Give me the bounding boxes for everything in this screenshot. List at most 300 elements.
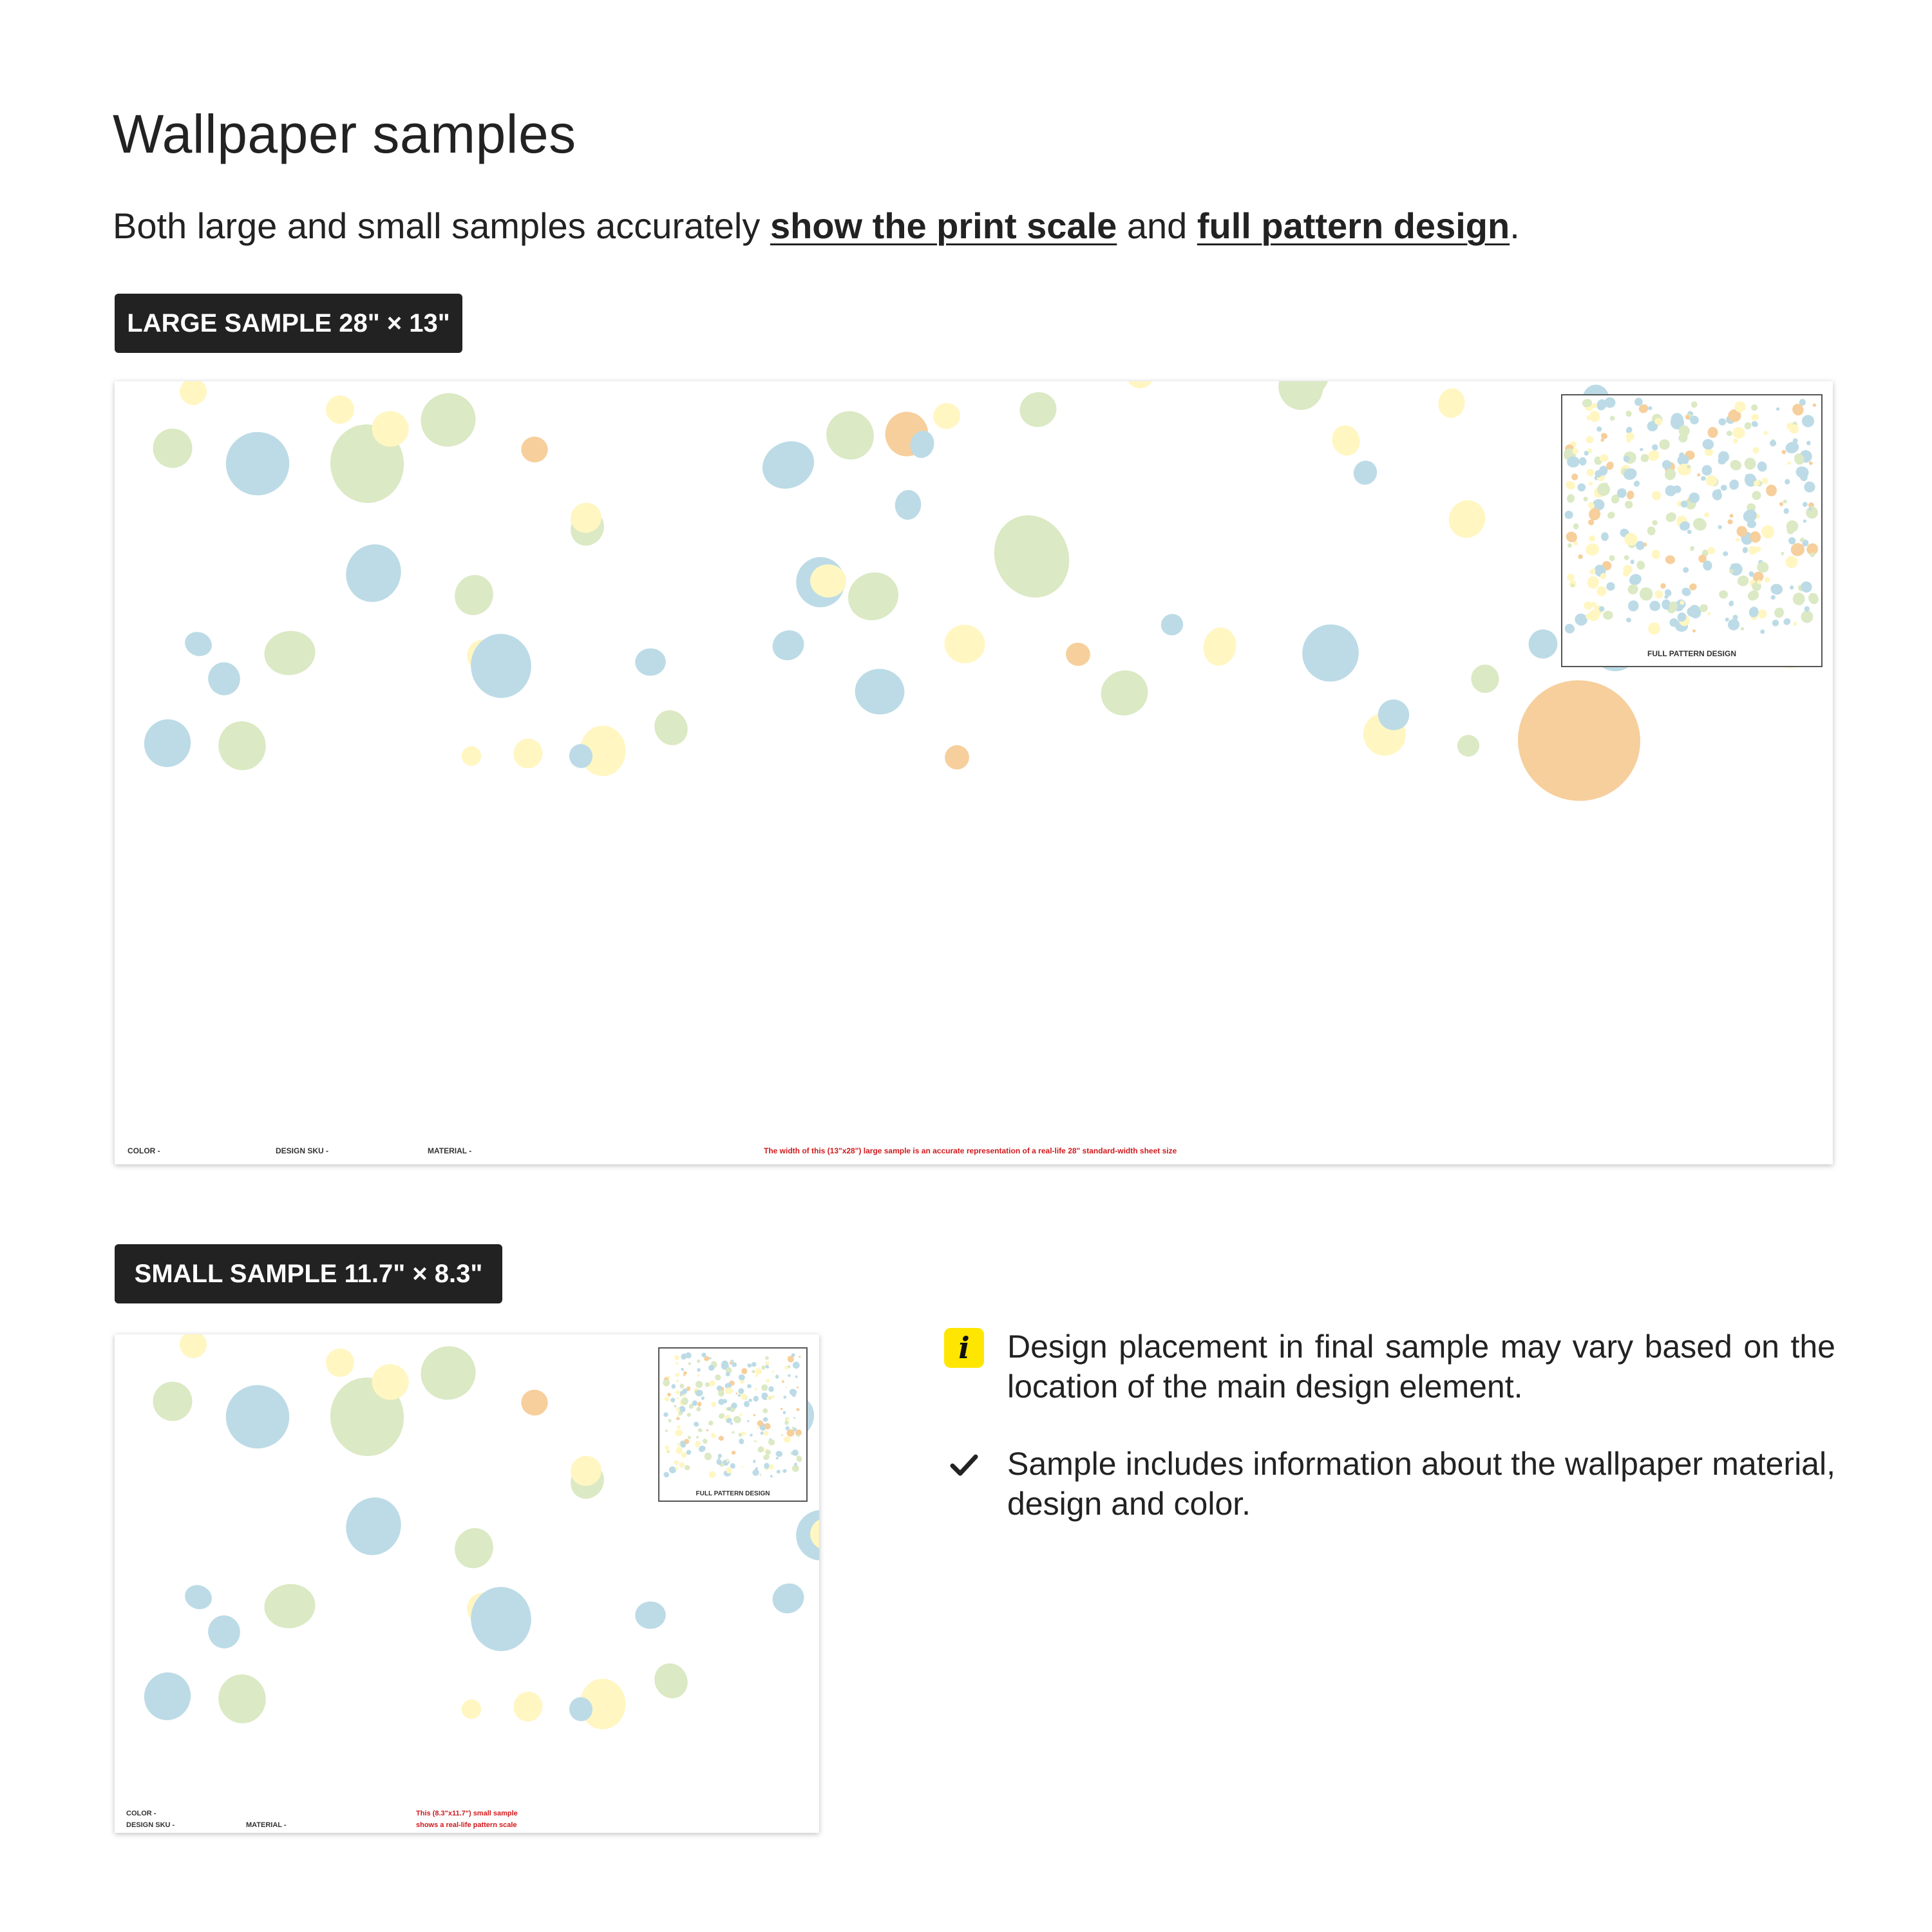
pattern-dot: [784, 1386, 787, 1388]
show-print-scale-link[interactable]: show the print scale: [770, 205, 1117, 246]
pattern-dot: [708, 1379, 716, 1388]
pattern-dot: [1806, 440, 1811, 445]
pattern-dot: [1625, 410, 1632, 418]
pattern-dot: [768, 1578, 810, 1618]
pattern-dot: [1728, 478, 1740, 491]
pattern-dot: [649, 1658, 694, 1705]
pattern-dot: [667, 1393, 671, 1397]
pattern-dot: [1707, 426, 1718, 438]
pattern-dot: [1665, 554, 1676, 565]
pattern-dot: [1799, 580, 1814, 594]
pattern-dot: [931, 400, 963, 431]
pattern-dot: [696, 1367, 701, 1372]
pattern-dot: [138, 713, 197, 773]
pattern-dot: [1781, 552, 1784, 556]
pattern-dot: [1766, 485, 1777, 497]
pattern-dot: [741, 1368, 748, 1374]
pattern-dot: [413, 1338, 484, 1408]
pattern-dot: [1587, 576, 1600, 590]
pattern-dot: [717, 1412, 725, 1420]
pattern-dot: [681, 1368, 684, 1371]
pattern-dot: [772, 1370, 775, 1373]
pattern-dot: [714, 1374, 722, 1381]
pattern-dot: [1605, 581, 1616, 592]
pattern-dot: [766, 1378, 770, 1382]
pattern-dot: [138, 1666, 197, 1727]
pattern-dot: [693, 1421, 699, 1427]
pattern-dot: [675, 1372, 680, 1378]
pattern-dot: [1277, 381, 1324, 411]
pattern-dot: [459, 1697, 483, 1721]
pattern-dot: [1658, 438, 1671, 451]
pattern-dot: [520, 435, 549, 464]
pattern-dot: [218, 1377, 298, 1457]
pattern-dot: [757, 1446, 764, 1454]
pattern-dot: [942, 743, 972, 773]
pattern-dot: [769, 1464, 774, 1470]
pattern-dot: [1801, 611, 1813, 623]
pattern-dot: [182, 628, 216, 659]
pattern-dot: [1583, 497, 1588, 502]
info-note-placement: [944, 1327, 1835, 1406]
pattern-dot: [1781, 450, 1786, 454]
pattern-dot: [649, 705, 694, 752]
pattern-dot: [1758, 609, 1767, 619]
pattern-dot: [1636, 541, 1645, 551]
pattern-dot: [1200, 625, 1240, 669]
pattern-dot: [697, 1428, 703, 1433]
pattern-dot: [760, 1431, 764, 1435]
pattern-dot: [747, 1420, 750, 1423]
pattern-dot: [1784, 478, 1790, 485]
pattern-dot: [775, 1457, 779, 1460]
pattern-dot: [757, 1426, 759, 1429]
pattern-dot: [1744, 457, 1756, 469]
pattern-dot: [710, 1432, 716, 1439]
pattern-dot: [696, 1381, 703, 1388]
pattern-dot: [1743, 421, 1752, 430]
pattern-dot: [1664, 511, 1678, 524]
pattern-dot: [1626, 490, 1635, 500]
pattern-dot: [1718, 417, 1727, 426]
pattern-dot: [687, 1435, 691, 1440]
pattern-dot: [1732, 426, 1746, 440]
large-footer-material: MATERIAL -: [428, 1146, 472, 1155]
pattern-dot: [732, 1430, 735, 1434]
pattern-dot: [1294, 616, 1367, 690]
pattern-dot: [1567, 543, 1573, 549]
check-icon: [944, 1445, 984, 1485]
info-note-text: Sample includes information about the wallpaper material, design and color.: [1007, 1446, 1835, 1522]
pattern-dot: [1741, 507, 1759, 525]
pattern-dot: [1064, 641, 1092, 668]
pattern-dot: [149, 424, 196, 471]
pattern-dot: [818, 402, 883, 468]
pattern-dot: [1802, 501, 1808, 507]
pattern-dot: [752, 1395, 759, 1402]
pattern-dot: [1779, 502, 1783, 507]
pattern-dot: [1579, 457, 1587, 466]
pattern-dot: [795, 1376, 798, 1378]
pattern-dot: [1564, 479, 1577, 491]
pattern-dot: [205, 1613, 243, 1651]
pattern-dot: [1756, 460, 1768, 473]
pattern-dot: [1751, 490, 1761, 500]
pattern-dot: [676, 1362, 679, 1365]
pattern-dot: [764, 1361, 770, 1366]
pattern-dot: [1586, 468, 1595, 477]
page-subtitle: [113, 205, 1520, 247]
pattern-dot: [1794, 465, 1810, 480]
pattern-dot: [1596, 426, 1602, 431]
pattern-dot: [1577, 483, 1586, 492]
small-footer-material: MATERIAL -: [246, 1821, 287, 1829]
pattern-dot: [1793, 622, 1797, 626]
pattern-dot: [1750, 413, 1760, 421]
pattern-dot: [1651, 444, 1658, 451]
pattern-dot: [775, 1374, 779, 1379]
pattern-dot: [322, 1345, 358, 1381]
pattern-dot: [1700, 476, 1706, 482]
pattern-dot: [1443, 494, 1492, 544]
pattern-dot: [1328, 421, 1364, 459]
pattern-dot: [703, 1452, 713, 1461]
pattern-dot: [1573, 523, 1578, 529]
pattern-dot: [1589, 482, 1593, 486]
pattern-dot: [730, 1423, 733, 1425]
pattern-dot: [702, 1438, 708, 1444]
pattern-dot: [676, 1379, 679, 1383]
pattern-dot: [1603, 611, 1613, 620]
pattern-dot: [718, 1435, 724, 1441]
pattern-dot: [1566, 493, 1575, 504]
pattern-dot: [214, 1670, 270, 1728]
pattern-dot: [1651, 489, 1663, 502]
pattern-dot: [1727, 519, 1733, 525]
large-footer-color: COLOR -: [128, 1146, 160, 1155]
small-footer-design-sku: DESIGN SKU -: [126, 1821, 175, 1829]
pattern-dot: [520, 1388, 549, 1417]
pattern-dot: [1728, 600, 1734, 607]
pattern-dot: [510, 1688, 546, 1725]
pattern-dot: [1682, 567, 1689, 574]
pattern-dot: [782, 1380, 784, 1383]
pattern-dot: [1122, 381, 1157, 392]
pattern-dot: [1726, 430, 1732, 437]
pattern-dot: [782, 1410, 786, 1414]
pattern-dot: [748, 1399, 752, 1402]
pattern-dot: [1630, 560, 1634, 564]
subtitle-text-end: .: [1510, 205, 1520, 246]
pattern-dot: [738, 1374, 745, 1381]
full-pattern-thumbnail: [1562, 395, 1821, 640]
pattern-dot: [671, 1384, 676, 1389]
pattern-dot: [448, 569, 500, 621]
pattern-dot: [1806, 591, 1820, 606]
pattern-dot: [1436, 386, 1467, 420]
pattern-dot: [1608, 554, 1615, 562]
pattern-dot: [1782, 617, 1792, 626]
pattern-dot: [1750, 404, 1758, 412]
pattern-dot: [1625, 617, 1632, 623]
pattern-dot: [754, 1388, 757, 1391]
pattern-dot: [1689, 545, 1695, 552]
pattern-dot: [1647, 526, 1656, 536]
pattern-dot: [677, 1397, 679, 1399]
pattern-dot: [1566, 573, 1575, 582]
pattern-dot: [261, 628, 318, 679]
pattern-dot: [791, 1448, 799, 1457]
pattern-dot: [710, 1401, 717, 1408]
pattern-dot: [510, 735, 546, 772]
pattern-dot: [731, 1450, 736, 1455]
pattern-dot: [1808, 461, 1813, 466]
pattern-dot: [1764, 576, 1771, 583]
pattern-dot: [752, 1459, 756, 1463]
small-sample-preview: [115, 1334, 819, 1833]
pattern-dot: [759, 1473, 762, 1475]
pattern-dot: [776, 1470, 781, 1473]
pattern-dot: [799, 1356, 801, 1358]
pattern-dot: [1804, 505, 1820, 520]
pattern-dot: [1504, 666, 1654, 815]
small-footer-note-line2: shows a real-life pattern scale: [416, 1821, 517, 1829]
pattern-dot: [1803, 480, 1817, 493]
pattern-dot: [1692, 629, 1696, 633]
subtitle-text-middle: and: [1117, 205, 1197, 246]
pattern-dot: [205, 659, 243, 697]
pattern-dot: [1601, 532, 1609, 541]
pattern-dot: [182, 1581, 216, 1613]
pattern-dot: [1651, 549, 1661, 560]
pattern-dot: [1769, 439, 1777, 447]
pattern-dot: [1732, 438, 1738, 444]
pattern-dot: [1729, 513, 1734, 518]
small-inset-label: FULL PATTERN DESIGN: [696, 1490, 770, 1497]
pattern-dot: [793, 1417, 795, 1419]
pattern-dot: [1654, 589, 1665, 600]
pattern-dot: [1564, 510, 1574, 520]
pattern-dot: [750, 1434, 753, 1437]
pattern-dot: [668, 1466, 677, 1475]
pattern-dot: [679, 1462, 685, 1468]
pattern-dot: [1158, 611, 1186, 638]
pattern-dot: [670, 1397, 676, 1403]
pattern-dot: [753, 1414, 755, 1416]
pattern-dot: [796, 1408, 800, 1412]
pattern-dot: [688, 1361, 692, 1365]
pattern-dot: [1016, 388, 1061, 431]
pattern-dot: [764, 1364, 770, 1368]
page-title: Wallpaper samples: [113, 104, 576, 164]
pattern-dot: [214, 717, 270, 775]
pattern-dot: [1647, 406, 1653, 411]
pattern-dot: [1736, 538, 1739, 542]
pattern-dot: [755, 1367, 763, 1375]
pattern-dot: [1790, 585, 1794, 590]
pattern-dot: [1589, 535, 1596, 542]
pattern-dot: [797, 1386, 799, 1388]
pattern-dot: [762, 1430, 770, 1437]
pattern-dot: [1687, 603, 1703, 620]
pattern-dot: [634, 648, 666, 676]
pattern-dot: [1812, 403, 1816, 407]
pattern-dot: [754, 433, 822, 498]
pattern-dot: [1792, 592, 1806, 605]
pattern-dot: [337, 1489, 410, 1564]
pattern-dot: [177, 1334, 209, 1361]
pattern-dot: [413, 385, 484, 455]
pattern-dot: [709, 1357, 712, 1359]
pattern-dot: [788, 1388, 797, 1396]
pattern-dot: [1783, 500, 1787, 504]
pattern-dot: [840, 564, 907, 629]
pattern-dot: [1563, 622, 1577, 635]
pattern-dot: [756, 1441, 758, 1443]
pattern-dot: [1690, 401, 1698, 408]
pattern-dot: [1784, 554, 1800, 570]
pattern-dot: [1719, 590, 1728, 599]
pattern-dot: [697, 1401, 702, 1407]
pattern-dot: [783, 1396, 787, 1399]
info-note-contents: [944, 1444, 1835, 1524]
pattern-dot: [1696, 473, 1700, 477]
pattern-dot: [665, 1445, 670, 1450]
pattern-dot: [697, 1374, 700, 1377]
pattern-dot: [788, 1374, 791, 1377]
pattern-dot: [763, 1463, 770, 1470]
info-icon: i: [944, 1328, 984, 1368]
pattern-dot: [149, 1378, 196, 1425]
pattern-dot: [1761, 477, 1769, 485]
pattern-dot: [1783, 507, 1790, 515]
pattern-dot: [747, 1363, 752, 1368]
pattern-dot: [1725, 617, 1730, 622]
small-footer-note-line1: This (8.3"x11.7") small sample: [416, 1810, 518, 1817]
pattern-dot: [761, 1365, 766, 1370]
pattern-dot: [1635, 560, 1646, 571]
pattern-dot: [674, 1405, 676, 1407]
pattern-dot: [687, 1412, 692, 1417]
full-pattern-design-link[interactable]: full pattern design: [1197, 205, 1510, 246]
pattern-dot: [1701, 439, 1714, 451]
pattern-dot: [1660, 583, 1666, 589]
pattern-dot: [708, 1470, 717, 1479]
pattern-dot: [261, 1581, 318, 1632]
pattern-dot: [1588, 520, 1594, 526]
pattern-dot: [738, 1438, 744, 1444]
pattern-dot: [696, 1406, 701, 1412]
pattern-dot: [322, 392, 358, 428]
pattern-dot: [781, 1434, 783, 1436]
info-note-text: Design placement in final sample may vary based on the location of the main design element.: [1007, 1329, 1835, 1405]
pattern-dot: [459, 744, 483, 768]
pattern-dot: [1687, 529, 1692, 534]
pattern-dot: [791, 1361, 801, 1370]
pattern-dot: [781, 1408, 783, 1410]
pattern-dot: [1646, 448, 1661, 462]
pattern-dot: [1640, 448, 1643, 451]
pattern-dot: [751, 1361, 757, 1367]
pattern-dot: [1094, 663, 1154, 722]
pattern-dot: [768, 1385, 775, 1392]
pattern-dot: [1773, 606, 1785, 619]
full-pattern-thumbnail: [659, 1349, 806, 1484]
pattern-dot: [1763, 430, 1768, 436]
pattern-dot: [1784, 440, 1801, 455]
pattern-dot: [1787, 461, 1792, 466]
pattern-dot: [1750, 420, 1759, 428]
pattern-dot: [1704, 512, 1710, 518]
pattern-dot: [685, 1465, 690, 1470]
pattern-dot: [1652, 520, 1658, 526]
pattern-dot: [1721, 485, 1727, 491]
pattern-dot: [747, 1384, 752, 1388]
pattern-dot: [663, 1471, 670, 1479]
pattern-dot: [739, 1413, 743, 1416]
pattern-dot: [676, 1390, 681, 1394]
pattern-dot: [942, 622, 988, 666]
pattern-dot: [706, 1429, 709, 1432]
pattern-dot: [1772, 620, 1779, 627]
large-full-pattern-inset: [1561, 394, 1823, 667]
small-full-pattern-inset: [658, 1347, 808, 1502]
pattern-dot: [679, 1383, 685, 1388]
pattern-dot: [795, 1455, 803, 1463]
pattern-dot: [663, 1396, 670, 1402]
pattern-dot: [1638, 585, 1655, 603]
large-footer-design-sku: DESIGN SKU -: [276, 1146, 329, 1155]
pattern-dot: [676, 1417, 679, 1420]
pattern-dot: [1647, 621, 1662, 636]
pattern-dot: [1469, 663, 1501, 695]
pattern-dot: [893, 489, 922, 521]
pattern-dot: [1740, 627, 1745, 630]
pattern-dot: [665, 1429, 668, 1432]
pattern-dot: [1571, 473, 1578, 480]
pattern-dot: [674, 1460, 679, 1465]
pattern-dot: [1589, 410, 1600, 422]
pattern-dot: [1609, 415, 1615, 421]
pattern-dot: [1349, 457, 1381, 489]
pattern-dot: [1770, 583, 1783, 595]
pattern-dot: [764, 1356, 769, 1360]
pattern-dot: [770, 1475, 773, 1478]
pattern-dot: [674, 1354, 680, 1361]
pattern-dot: [708, 1420, 714, 1426]
pattern-dot: [1728, 459, 1743, 472]
pattern-dot: [1761, 524, 1776, 540]
pattern-dot: [696, 1435, 699, 1439]
pattern-dot: [1627, 599, 1640, 612]
pattern-dot: [337, 536, 410, 611]
pattern-dot: [981, 504, 1082, 609]
pattern-dot: [218, 424, 298, 504]
pattern-dot: [1707, 612, 1710, 616]
pattern-dot: [177, 381, 209, 408]
pattern-dot: [634, 1601, 666, 1629]
pattern-dot: [1585, 435, 1594, 444]
pattern-dot: [1626, 583, 1640, 596]
pattern-dot: [725, 1387, 733, 1394]
pattern-dot: [677, 1425, 681, 1429]
pattern-dot: [735, 1392, 738, 1395]
pattern-dot: [701, 1396, 705, 1400]
large-footer-note: The width of this (13"x28") large sample is an accurate representation of a real-life 28" standard-width sheet size: [764, 1146, 1177, 1155]
pattern-dot: [1752, 446, 1759, 454]
pattern-dot: [1691, 516, 1709, 533]
pattern-dot: [1577, 554, 1583, 560]
